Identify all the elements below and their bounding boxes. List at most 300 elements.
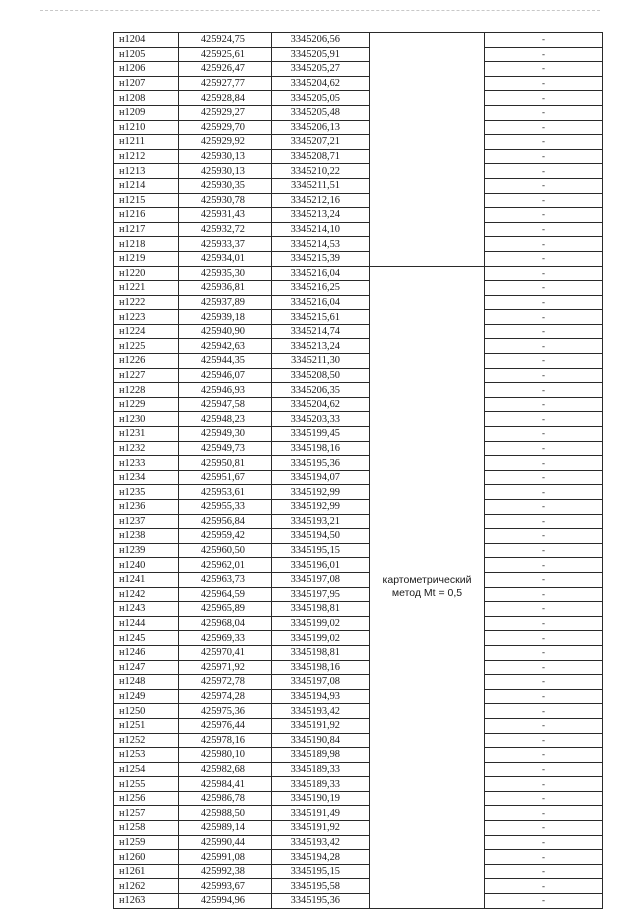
note-cell: - — [485, 324, 603, 339]
note-cell: - — [485, 310, 603, 325]
table-row — [114, 91, 603, 106]
table-row — [114, 339, 603, 354]
table-row — [114, 47, 603, 62]
note-cell: - — [485, 675, 603, 690]
y-coordinate: 3345198,16 — [272, 660, 370, 675]
x-coordinate: 425965,89 — [179, 602, 272, 617]
table-row — [114, 718, 603, 733]
y-coordinate: 3345205,91 — [272, 47, 370, 62]
note-cell: - — [485, 120, 603, 135]
note-cell: - — [485, 850, 603, 865]
table-row — [114, 427, 603, 442]
point-name: н1214 — [114, 178, 179, 193]
point-name: н1258 — [114, 821, 179, 836]
table-row — [114, 864, 603, 879]
note-cell: - — [485, 208, 603, 223]
x-coordinate: 425975,36 — [179, 704, 272, 719]
y-coordinate: 3345212,16 — [272, 193, 370, 208]
table-row — [114, 412, 603, 427]
point-name: н1250 — [114, 704, 179, 719]
point-name: н1231 — [114, 427, 179, 442]
y-coordinate: 3345208,71 — [272, 149, 370, 164]
note-cell: - — [485, 178, 603, 193]
table-row — [114, 456, 603, 471]
x-coordinate: 425963,73 — [179, 572, 272, 587]
y-coordinate: 3345195,36 — [272, 894, 370, 909]
note-cell: - — [485, 368, 603, 383]
y-coordinate: 3345206,56 — [272, 33, 370, 48]
point-name: н1204 — [114, 33, 179, 48]
point-name: н1215 — [114, 193, 179, 208]
y-coordinate: 3345208,50 — [272, 368, 370, 383]
note-cell: - — [485, 558, 603, 573]
table-row — [114, 120, 603, 135]
table-row — [114, 237, 603, 252]
x-coordinate: 425976,44 — [179, 718, 272, 733]
table-row — [114, 105, 603, 120]
point-name: н1211 — [114, 135, 179, 150]
x-coordinate: 425926,47 — [179, 62, 272, 77]
table-row — [114, 500, 603, 515]
note-cell: - — [485, 164, 603, 179]
table-row — [114, 733, 603, 748]
y-coordinate: 3345214,10 — [272, 222, 370, 237]
note-cell: - — [485, 748, 603, 763]
note-cell: - — [485, 470, 603, 485]
point-name: н1244 — [114, 616, 179, 631]
y-coordinate: 3345197,08 — [272, 572, 370, 587]
x-coordinate: 425935,30 — [179, 266, 272, 281]
y-coordinate: 3345192,99 — [272, 500, 370, 515]
note-cell: - — [485, 689, 603, 704]
y-coordinate: 3345205,48 — [272, 105, 370, 120]
point-name: н1205 — [114, 47, 179, 62]
table-row — [114, 689, 603, 704]
point-name: н1243 — [114, 602, 179, 617]
note-cell: - — [485, 237, 603, 252]
note-cell: - — [485, 266, 603, 281]
table-row — [114, 850, 603, 865]
y-coordinate: 3345191,49 — [272, 806, 370, 821]
point-name: н1217 — [114, 222, 179, 237]
table-row — [114, 748, 603, 763]
table-row — [114, 631, 603, 646]
y-coordinate: 3345194,28 — [272, 850, 370, 865]
table-row — [114, 602, 603, 617]
point-name: н1261 — [114, 864, 179, 879]
y-coordinate: 3345194,93 — [272, 689, 370, 704]
table-row — [114, 178, 603, 193]
note-cell: - — [485, 47, 603, 62]
y-coordinate: 3345195,15 — [272, 864, 370, 879]
note-cell: - — [485, 91, 603, 106]
table-row — [114, 164, 603, 179]
point-name: н1233 — [114, 456, 179, 471]
y-coordinate: 3345196,01 — [272, 558, 370, 573]
point-name: н1228 — [114, 383, 179, 398]
note-cell: - — [485, 281, 603, 296]
x-coordinate: 425937,89 — [179, 295, 272, 310]
note-cell: - — [485, 529, 603, 544]
note-cell: - — [485, 704, 603, 719]
note-cell: - — [485, 251, 603, 266]
point-name: н1253 — [114, 748, 179, 763]
note-cell: - — [485, 105, 603, 120]
y-coordinate: 3345205,27 — [272, 62, 370, 77]
note-cell: - — [485, 135, 603, 150]
point-name: н1260 — [114, 850, 179, 865]
point-name: н1262 — [114, 879, 179, 894]
note-cell: - — [485, 806, 603, 821]
point-name: н1221 — [114, 281, 179, 296]
point-name: н1257 — [114, 806, 179, 821]
note-cell: - — [485, 894, 603, 909]
point-name: н1209 — [114, 105, 179, 120]
y-coordinate: 3345195,36 — [272, 456, 370, 471]
point-name: н1229 — [114, 397, 179, 412]
x-coordinate: 425986,78 — [179, 791, 272, 806]
y-coordinate: 3345195,15 — [272, 543, 370, 558]
point-name: н1245 — [114, 631, 179, 646]
x-coordinate: 425994,96 — [179, 894, 272, 909]
note-cell: - — [485, 222, 603, 237]
note-cell: - — [485, 762, 603, 777]
note-cell: - — [485, 295, 603, 310]
table-row — [114, 368, 603, 383]
y-coordinate: 3345211,30 — [272, 354, 370, 369]
x-coordinate: 425949,73 — [179, 441, 272, 456]
point-name: н1249 — [114, 689, 179, 704]
note-cell: - — [485, 791, 603, 806]
x-coordinate: 425944,35 — [179, 354, 272, 369]
table-row — [114, 894, 603, 909]
y-coordinate: 3345192,99 — [272, 485, 370, 500]
y-coordinate: 3345215,39 — [272, 251, 370, 266]
point-name: н1259 — [114, 835, 179, 850]
x-coordinate: 425959,42 — [179, 529, 272, 544]
y-coordinate: 3345193,42 — [272, 835, 370, 850]
table-row — [114, 441, 603, 456]
table-row — [114, 514, 603, 529]
x-coordinate: 425929,92 — [179, 135, 272, 150]
table-row — [114, 806, 603, 821]
x-coordinate: 425992,38 — [179, 864, 272, 879]
point-name: н1219 — [114, 251, 179, 266]
x-coordinate: 425930,13 — [179, 164, 272, 179]
x-coordinate: 425932,72 — [179, 222, 272, 237]
x-coordinate: 425942,63 — [179, 339, 272, 354]
x-coordinate: 425974,28 — [179, 689, 272, 704]
note-cell: - — [485, 354, 603, 369]
y-coordinate: 3345199,02 — [272, 631, 370, 646]
point-name: н1213 — [114, 164, 179, 179]
note-cell: - — [485, 879, 603, 894]
x-coordinate: 425928,84 — [179, 91, 272, 106]
note-cell: - — [485, 733, 603, 748]
note-cell: - — [485, 543, 603, 558]
note-cell: - — [485, 485, 603, 500]
x-coordinate: 425956,84 — [179, 514, 272, 529]
x-coordinate: 425989,14 — [179, 821, 272, 836]
method-line-1: картометрический — [382, 574, 472, 587]
point-name: н1240 — [114, 558, 179, 573]
x-coordinate: 425984,41 — [179, 777, 272, 792]
x-coordinate: 425993,67 — [179, 879, 272, 894]
y-coordinate: 3345198,16 — [272, 441, 370, 456]
y-coordinate: 3345216,04 — [272, 295, 370, 310]
x-coordinate: 425968,04 — [179, 616, 272, 631]
table-row — [114, 616, 603, 631]
point-name: н1225 — [114, 339, 179, 354]
point-name: н1255 — [114, 777, 179, 792]
x-coordinate: 425990,44 — [179, 835, 272, 850]
note-cell: - — [485, 587, 603, 602]
note-cell: - — [485, 149, 603, 164]
y-coordinate: 3345207,21 — [272, 135, 370, 150]
table-row — [114, 470, 603, 485]
table-row — [114, 135, 603, 150]
table-row — [114, 281, 603, 296]
note-cell: - — [485, 33, 603, 48]
note-cell: - — [485, 193, 603, 208]
y-coordinate: 3345204,62 — [272, 76, 370, 91]
x-coordinate: 425946,93 — [179, 383, 272, 398]
x-coordinate: 425930,35 — [179, 178, 272, 193]
table-row — [114, 777, 603, 792]
note-cell: - — [485, 514, 603, 529]
y-coordinate: 3345199,45 — [272, 427, 370, 442]
point-name: н1224 — [114, 324, 179, 339]
point-name: н1220 — [114, 266, 179, 281]
y-coordinate: 3345197,08 — [272, 675, 370, 690]
x-coordinate: 425924,75 — [179, 33, 272, 48]
y-coordinate: 3345210,22 — [272, 164, 370, 179]
point-name: н1218 — [114, 237, 179, 252]
x-coordinate: 425927,77 — [179, 76, 272, 91]
table-row — [114, 587, 603, 602]
note-cell: - — [485, 718, 603, 733]
table-row — [114, 821, 603, 836]
note-cell: - — [485, 821, 603, 836]
point-name: н1241 — [114, 572, 179, 587]
x-coordinate: 425971,92 — [179, 660, 272, 675]
point-name: н1216 — [114, 208, 179, 223]
x-coordinate: 425969,33 — [179, 631, 272, 646]
point-name: н1238 — [114, 529, 179, 544]
y-coordinate: 3345198,81 — [272, 602, 370, 617]
point-name: н1227 — [114, 368, 179, 383]
table-row — [114, 149, 603, 164]
note-cell: - — [485, 500, 603, 515]
note-cell: - — [485, 777, 603, 792]
table-row — [114, 324, 603, 339]
x-coordinate: 425929,27 — [179, 105, 272, 120]
point-name: н1251 — [114, 718, 179, 733]
point-name: н1232 — [114, 441, 179, 456]
point-name: н1263 — [114, 894, 179, 909]
y-coordinate: 3345204,62 — [272, 397, 370, 412]
x-coordinate: 425978,16 — [179, 733, 272, 748]
x-coordinate: 425934,01 — [179, 251, 272, 266]
y-coordinate: 3345213,24 — [272, 208, 370, 223]
y-coordinate: 3345193,42 — [272, 704, 370, 719]
table-row — [114, 543, 603, 558]
table-row — [114, 397, 603, 412]
y-coordinate: 3345211,51 — [272, 178, 370, 193]
table-row — [114, 879, 603, 894]
y-coordinate: 3345191,92 — [272, 718, 370, 733]
point-name: н1223 — [114, 310, 179, 325]
y-coordinate: 3345191,92 — [272, 821, 370, 836]
table-row — [114, 675, 603, 690]
note-cell: - — [485, 616, 603, 631]
y-coordinate: 3345193,21 — [272, 514, 370, 529]
point-name: н1230 — [114, 412, 179, 427]
table-row — [114, 76, 603, 91]
table-row — [114, 572, 603, 587]
point-name: н1247 — [114, 660, 179, 675]
table-row — [114, 762, 603, 777]
note-cell: - — [485, 645, 603, 660]
point-name: н1235 — [114, 485, 179, 500]
point-name: н1222 — [114, 295, 179, 310]
point-name: н1237 — [114, 514, 179, 529]
note-cell: - — [485, 76, 603, 91]
y-coordinate: 3345203,33 — [272, 412, 370, 427]
y-coordinate: 3345189,98 — [272, 748, 370, 763]
y-coordinate: 3345205,05 — [272, 91, 370, 106]
table-row — [114, 354, 603, 369]
x-coordinate: 425955,33 — [179, 500, 272, 515]
note-cell: - — [485, 62, 603, 77]
x-coordinate: 425929,70 — [179, 120, 272, 135]
point-name: н1242 — [114, 587, 179, 602]
x-coordinate: 425953,61 — [179, 485, 272, 500]
y-coordinate: 3345190,19 — [272, 791, 370, 806]
x-coordinate: 425950,81 — [179, 456, 272, 471]
y-coordinate: 3345214,53 — [272, 237, 370, 252]
point-name: н1254 — [114, 762, 179, 777]
x-coordinate: 425949,30 — [179, 427, 272, 442]
x-coordinate: 425951,67 — [179, 470, 272, 485]
method-line-2: метод Mt = 0,5 — [391, 587, 463, 600]
y-coordinate: 3345195,58 — [272, 879, 370, 894]
note-cell: - — [485, 456, 603, 471]
point-name: н1246 — [114, 645, 179, 660]
point-name: н1248 — [114, 675, 179, 690]
y-coordinate: 3345190,84 — [272, 733, 370, 748]
note-cell: - — [485, 631, 603, 646]
y-coordinate: 3345199,02 — [272, 616, 370, 631]
note-cell: - — [485, 383, 603, 398]
point-name: н1208 — [114, 91, 179, 106]
x-coordinate: 425962,01 — [179, 558, 272, 573]
point-name: н1212 — [114, 149, 179, 164]
x-coordinate: 425980,10 — [179, 748, 272, 763]
method-description — [370, 266, 485, 908]
point-name: н1210 — [114, 120, 179, 135]
x-coordinate: 425930,78 — [179, 193, 272, 208]
point-name: н1206 — [114, 62, 179, 77]
y-coordinate: 3345214,74 — [272, 324, 370, 339]
y-coordinate: 3345216,04 — [272, 266, 370, 281]
point-name: н1207 — [114, 76, 179, 91]
note-cell: - — [485, 835, 603, 850]
coordinates-table — [113, 32, 603, 909]
y-coordinate: 3345189,33 — [272, 777, 370, 792]
x-coordinate: 425982,68 — [179, 762, 272, 777]
note-cell: - — [485, 572, 603, 587]
x-coordinate: 425988,50 — [179, 806, 272, 821]
table-row — [114, 835, 603, 850]
y-coordinate: 3345198,81 — [272, 645, 370, 660]
table-row — [114, 485, 603, 500]
x-coordinate: 425972,78 — [179, 675, 272, 690]
note-cell: - — [485, 864, 603, 879]
y-coordinate: 3345213,24 — [272, 339, 370, 354]
note-cell: - — [485, 427, 603, 442]
table-row — [114, 310, 603, 325]
y-coordinate: 3345206,35 — [272, 383, 370, 398]
point-name: н1234 — [114, 470, 179, 485]
point-name: н1236 — [114, 500, 179, 515]
y-coordinate: 3345194,50 — [272, 529, 370, 544]
point-name: н1256 — [114, 791, 179, 806]
table-row — [114, 33, 603, 48]
point-name: н1239 — [114, 543, 179, 558]
method-cell-empty — [370, 33, 485, 267]
x-coordinate: 425933,37 — [179, 237, 272, 252]
note-cell: - — [485, 602, 603, 617]
table-row — [114, 558, 603, 573]
table-row — [114, 193, 603, 208]
x-coordinate: 425930,13 — [179, 149, 272, 164]
x-coordinate: 425931,43 — [179, 208, 272, 223]
table-row — [114, 62, 603, 77]
note-cell: - — [485, 660, 603, 675]
table-row — [114, 383, 603, 398]
table-row — [114, 704, 603, 719]
note-cell: - — [485, 412, 603, 427]
point-name: н1226 — [114, 354, 179, 369]
x-coordinate: 425970,41 — [179, 645, 272, 660]
x-coordinate: 425946,07 — [179, 368, 272, 383]
page-top-rule — [40, 10, 600, 11]
table-row — [114, 660, 603, 675]
y-coordinate: 3345194,07 — [272, 470, 370, 485]
note-cell: - — [485, 339, 603, 354]
x-coordinate: 425964,59 — [179, 587, 272, 602]
table-row — [114, 251, 603, 266]
y-coordinate: 3345189,33 — [272, 762, 370, 777]
table-row — [114, 208, 603, 223]
y-coordinate: 3345206,13 — [272, 120, 370, 135]
y-coordinate: 3345216,25 — [272, 281, 370, 296]
x-coordinate: 425960,50 — [179, 543, 272, 558]
x-coordinate: 425939,18 — [179, 310, 272, 325]
note-cell: - — [485, 441, 603, 456]
table-row — [114, 222, 603, 237]
y-coordinate: 3345197,95 — [272, 587, 370, 602]
table-row — [114, 266, 603, 281]
x-coordinate: 425948,23 — [179, 412, 272, 427]
table-row — [114, 645, 603, 660]
table-row — [114, 295, 603, 310]
y-coordinate: 3345215,61 — [272, 310, 370, 325]
point-name: н1252 — [114, 733, 179, 748]
x-coordinate: 425925,61 — [179, 47, 272, 62]
table-row — [114, 791, 603, 806]
